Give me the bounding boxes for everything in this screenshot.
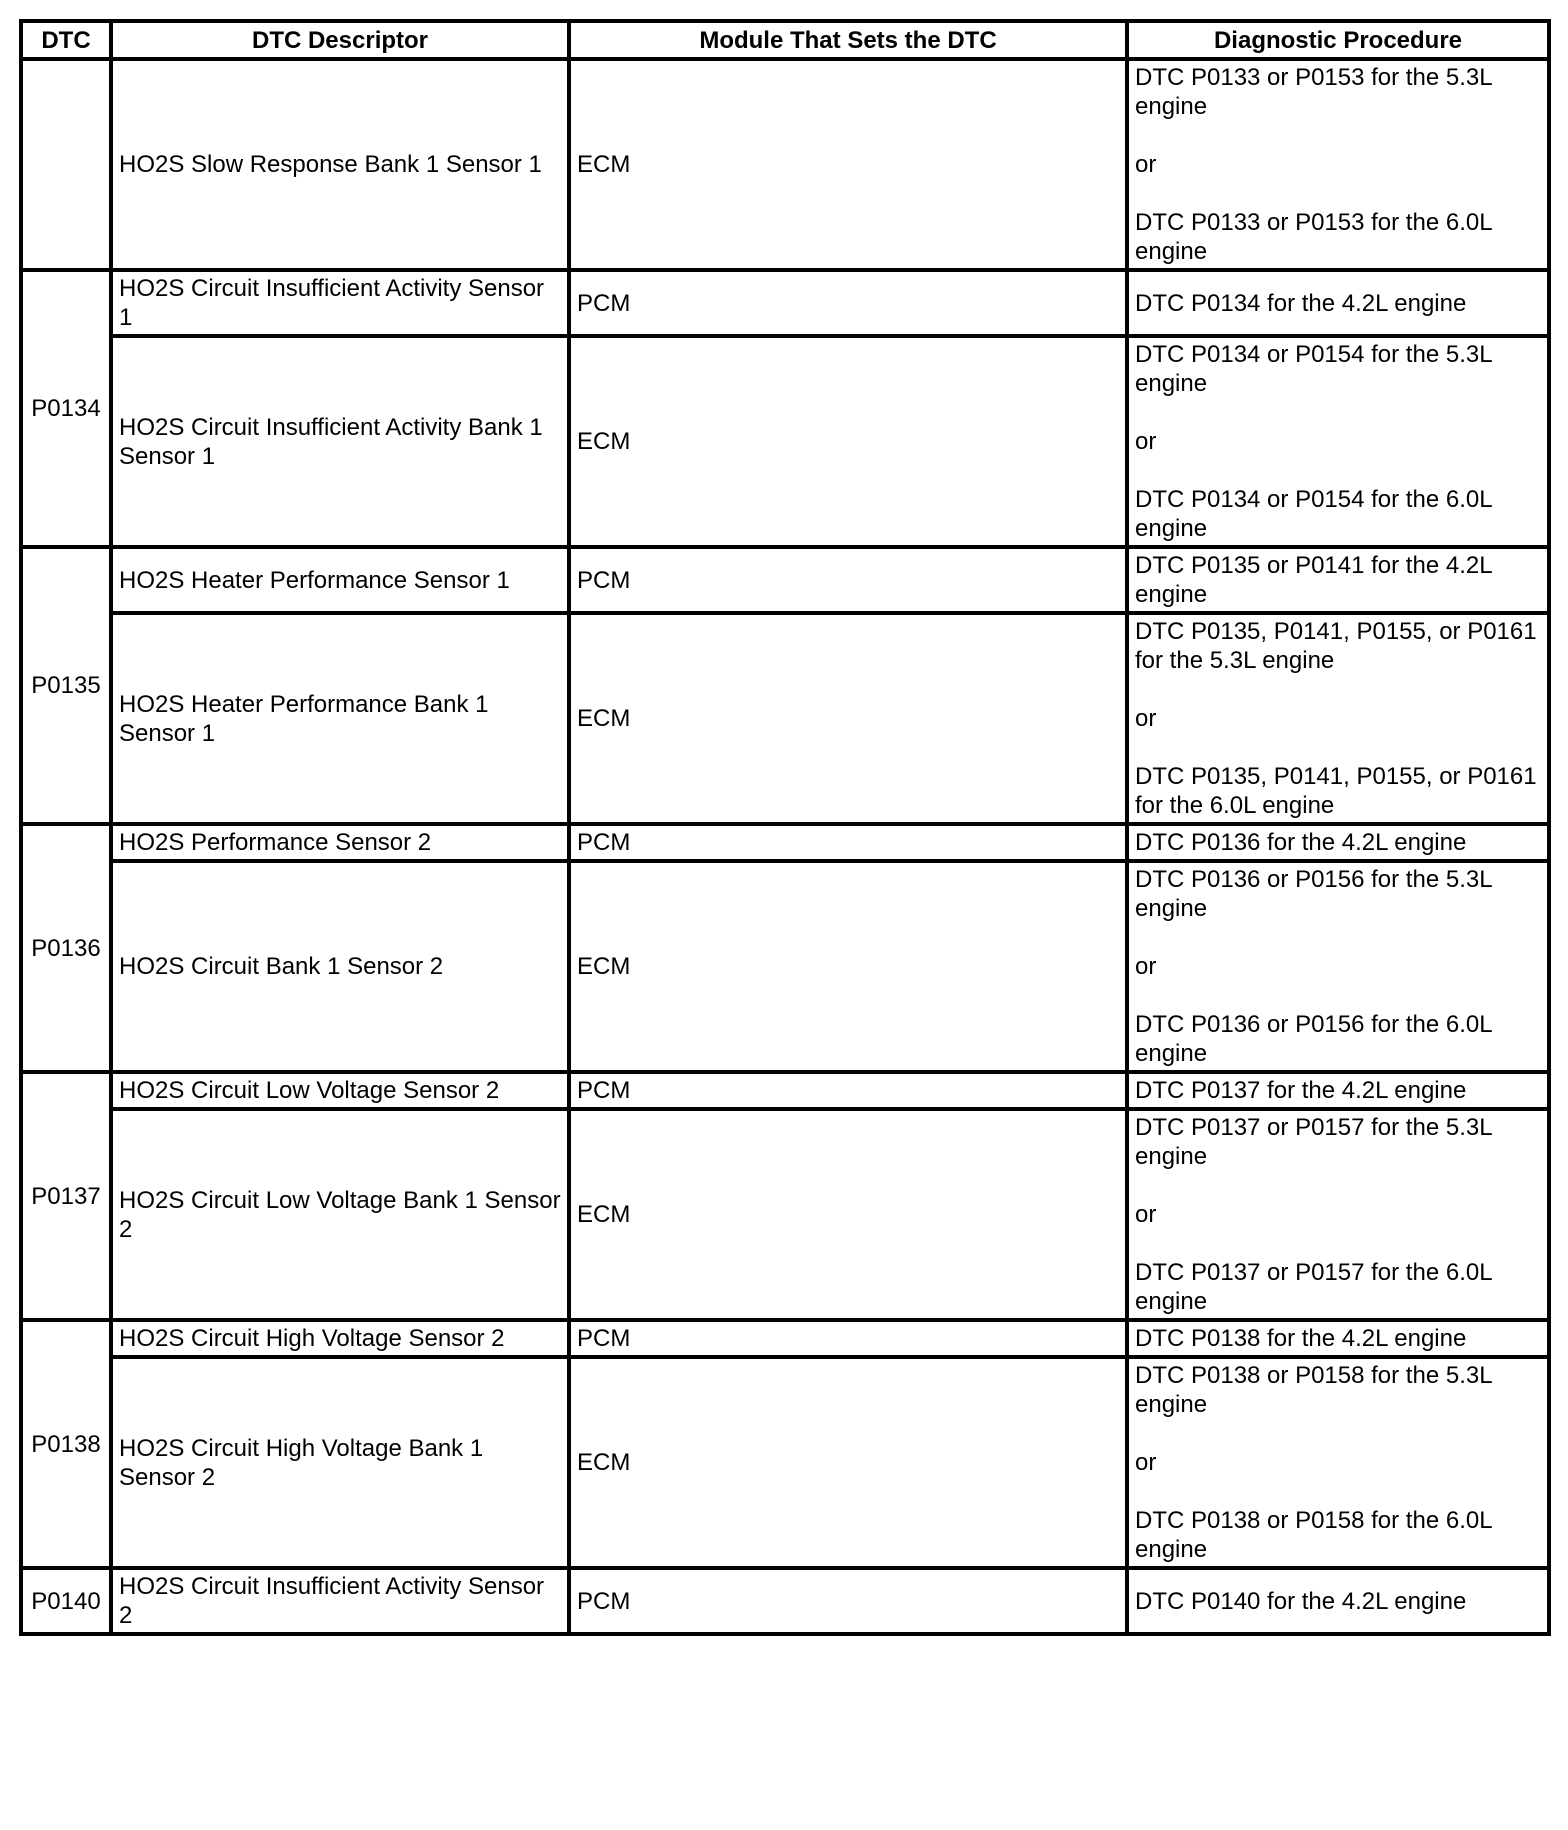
procedure-line: DTC P0133 or P0153 for the 5.3L engine bbox=[1135, 64, 1492, 120]
module: ECM bbox=[569, 613, 1127, 824]
table-row bbox=[21, 1357, 1549, 1568]
module: PCM bbox=[569, 547, 1127, 613]
dtc-descriptor: HO2S Circuit High Voltage Bank 1 Sensor 2 bbox=[111, 1357, 569, 1568]
dtc-descriptor: HO2S Heater Performance Bank 1 Sensor 1 bbox=[111, 613, 569, 824]
procedure-line: DTC P0135, P0141, P0155, or P0161 for the 5.3L engine bbox=[1135, 618, 1537, 674]
procedure-line: or bbox=[1135, 428, 1157, 455]
module: ECM bbox=[569, 1109, 1127, 1320]
header-dtc: DTC bbox=[21, 21, 111, 59]
diagnostic-procedure bbox=[1127, 1568, 1549, 1634]
header-descriptor: DTC Descriptor bbox=[111, 21, 569, 59]
table-row bbox=[21, 336, 1549, 547]
dtc-code: P0134 bbox=[21, 270, 111, 547]
diagnostic-procedure bbox=[1127, 861, 1549, 1072]
table-row bbox=[21, 1109, 1549, 1320]
dtc-code: P0140 bbox=[21, 1568, 111, 1634]
dtc-descriptor: HO2S Heater Performance Sensor 1 bbox=[111, 547, 569, 613]
dtc-code: P0136 bbox=[21, 824, 111, 1072]
header-row bbox=[21, 21, 1549, 59]
table-row bbox=[21, 824, 1549, 861]
procedure-line: DTC P0136 for the 4.2L engine bbox=[1135, 829, 1467, 856]
procedure-line: DTC P0136 or P0156 for the 6.0L engine bbox=[1135, 1011, 1492, 1067]
procedure-line: DTC P0137 or P0157 for the 6.0L engine bbox=[1135, 1259, 1492, 1315]
module: PCM bbox=[569, 1320, 1127, 1357]
header-module: Module That Sets the DTC bbox=[569, 21, 1127, 59]
dtc-code: P0135 bbox=[21, 547, 111, 824]
procedure-line: DTC P0137 for the 4.2L engine bbox=[1135, 1077, 1467, 1104]
procedure-line: or bbox=[1135, 1201, 1157, 1228]
dtc-descriptor: HO2S Circuit Insufficient Activity Sensor 1 bbox=[111, 270, 569, 336]
diagnostic-procedure bbox=[1127, 547, 1549, 613]
module: ECM bbox=[569, 861, 1127, 1072]
diagnostic-procedure bbox=[1127, 1109, 1549, 1320]
module: ECM bbox=[569, 1357, 1127, 1568]
header-procedure: Diagnostic Procedure bbox=[1127, 21, 1549, 59]
table-row bbox=[21, 861, 1549, 1072]
table-row bbox=[21, 613, 1549, 824]
diagnostic-procedure bbox=[1127, 336, 1549, 547]
dtc-descriptor: HO2S Circuit Low Voltage Bank 1 Sensor 2 bbox=[111, 1109, 569, 1320]
procedure-line: DTC P0133 or P0153 for the 6.0L engine bbox=[1135, 209, 1492, 265]
procedure-line: DTC P0138 for the 4.2L engine bbox=[1135, 1325, 1467, 1352]
procedure-line: DTC P0138 or P0158 for the 6.0L engine bbox=[1135, 1507, 1492, 1563]
diagnostic-procedure bbox=[1127, 1072, 1549, 1109]
dtc-table bbox=[19, 19, 1551, 1636]
procedure-line: DTC P0137 or P0157 for the 5.3L engine bbox=[1135, 1114, 1492, 1170]
module: ECM bbox=[569, 336, 1127, 547]
procedure-line: or bbox=[1135, 1449, 1157, 1476]
procedure-line: DTC P0136 or P0156 for the 5.3L engine bbox=[1135, 866, 1492, 922]
procedure-line: DTC P0134 or P0154 for the 5.3L engine bbox=[1135, 341, 1492, 397]
procedure-line: DTC P0140 for the 4.2L engine bbox=[1135, 1587, 1467, 1615]
dtc-descriptor: HO2S Circuit High Voltage Sensor 2 bbox=[111, 1320, 569, 1357]
diagnostic-procedure bbox=[1127, 613, 1549, 824]
module: PCM bbox=[569, 1568, 1127, 1634]
procedure-line: or bbox=[1135, 953, 1157, 980]
procedure-line: DTC P0134 for the 4.2L engine bbox=[1135, 289, 1467, 317]
dtc-descriptor: HO2S Circuit Insufficient Activity Bank 1 Sensor 1 bbox=[111, 336, 569, 547]
diagnostic-procedure bbox=[1127, 1320, 1549, 1357]
dtc-descriptor: HO2S Circuit Insufficient Activity Sensor 2 bbox=[111, 1568, 569, 1634]
table-row bbox=[21, 1320, 1549, 1357]
diagnostic-procedure bbox=[1127, 270, 1549, 336]
procedure-line: DTC P0134 or P0154 for the 6.0L engine bbox=[1135, 486, 1492, 542]
procedure-line: DTC P0135 or P0141 for the 4.2L engine bbox=[1135, 552, 1492, 608]
diagnostic-procedure bbox=[1127, 1357, 1549, 1568]
dtc-descriptor: HO2S Performance Sensor 2 bbox=[111, 824, 569, 861]
dtc-descriptor: HO2S Slow Response Bank 1 Sensor 1 bbox=[111, 59, 569, 270]
table-row bbox=[21, 1072, 1549, 1109]
table-row bbox=[21, 59, 1549, 270]
procedure-line: DTC P0135, P0141, P0155, or P0161 for the 6.0L engine bbox=[1135, 763, 1537, 819]
table-row bbox=[21, 270, 1549, 336]
dtc-descriptor: HO2S Circuit Bank 1 Sensor 2 bbox=[111, 861, 569, 1072]
dtc-code bbox=[21, 59, 111, 270]
procedure-line: or bbox=[1135, 705, 1157, 732]
table-row bbox=[21, 1568, 1549, 1634]
dtc-descriptor: HO2S Circuit Low Voltage Sensor 2 bbox=[111, 1072, 569, 1109]
procedure-line: DTC P0138 or P0158 for the 5.3L engine bbox=[1135, 1362, 1492, 1418]
module: PCM bbox=[569, 824, 1127, 861]
diagnostic-procedure bbox=[1127, 824, 1549, 861]
procedure-line: or bbox=[1135, 151, 1157, 178]
module: ECM bbox=[569, 59, 1127, 270]
table-row bbox=[21, 547, 1549, 613]
module: PCM bbox=[569, 270, 1127, 336]
dtc-code: P0137 bbox=[21, 1072, 111, 1320]
diagnostic-procedure bbox=[1127, 59, 1549, 270]
dtc-code: P0138 bbox=[21, 1320, 111, 1568]
module: PCM bbox=[569, 1072, 1127, 1109]
